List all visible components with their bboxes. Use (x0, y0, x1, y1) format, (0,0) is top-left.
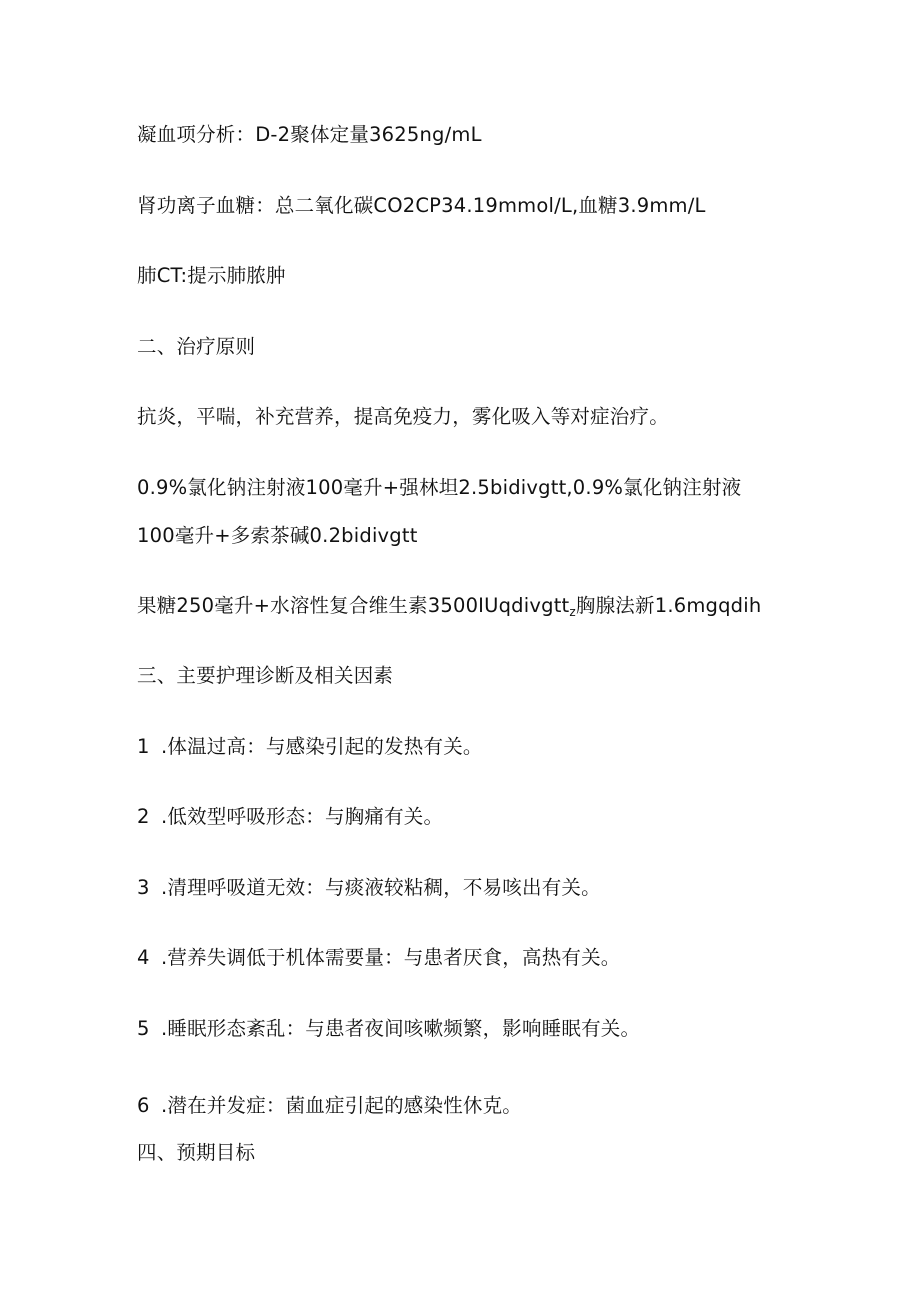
treatment-principle: 抗炎，平喘，补充营养，提高免疫力，雾化吸入等对症治疗。 (137, 405, 669, 428)
section-heading-expected-goals: 四、预期目标 (137, 1141, 256, 1164)
diagnosis-item-number: 6 (137, 1094, 150, 1117)
diagnosis-item-number: 4 (137, 946, 150, 969)
prescription-line-3 (137, 592, 761, 626)
prescription-line-3-subscript: z (569, 605, 576, 619)
lab-coagulation: 凝血项分析：D-2聚体定量3625ng∕mL (137, 123, 482, 146)
lab-renal-electrolytes: 肾功离子血糖：总二氧化碳CO2CP34.19mmol∕L,血糖3.9mm∕L (137, 194, 706, 217)
diagnosis-item-number: 5 (137, 1017, 150, 1040)
diagnosis-item (137, 1092, 522, 1120)
prescription-line-3-main: 果糖250毫升+水溶性复合维生素3500IUqdivgtt (137, 594, 570, 617)
prescription-line-2: 100毫升+多索茶碱0.2bidivgtt (137, 524, 418, 547)
diagnosis-item-text: .潜在并发症：菌血症引起的感染性休克。 (161, 1094, 522, 1117)
section-heading-nursing-diagnosis: 三、主要护理诊断及相关因素 (137, 664, 394, 687)
diagnosis-item-number: 2 (137, 805, 150, 828)
diagnosis-item-text: .营养失调低于机体需要量：与患者厌食，高热有关。 (161, 946, 621, 969)
section-heading-treatment: 二、治疗原则 (137, 335, 256, 358)
diagnosis-item-number: 1 (137, 735, 150, 758)
diagnosis-item-text: .睡眠形态紊乱：与患者夜间咳嗽频繁，影响睡眠有关。 (161, 1017, 641, 1040)
diagnosis-item (137, 944, 621, 972)
prescription-line-3-tail: 胸腺法新1.6mgqdih (575, 594, 762, 617)
diagnosis-item-text: .清理呼吸道无效：与痰液较粘稠，不易咳出有关。 (161, 876, 601, 899)
diagnosis-item-number: 3 (137, 876, 150, 899)
diagnosis-item (137, 733, 483, 761)
diagnosis-item (137, 874, 601, 902)
diagnosis-item-text: .体温过高：与感染引起的发热有关。 (161, 735, 483, 758)
lab-lung-ct: 肺CT:提示肺脓肿 (137, 264, 286, 287)
diagnosis-item-text: .低效型呼吸形态：与胸痛有关。 (161, 805, 444, 828)
prescription-line-1: 0.9%氯化钠注射液100毫升+强林坦2.5bidivgtt,0.9%氯化钠注射液 (137, 476, 742, 499)
diagnosis-item (137, 803, 443, 831)
diagnosis-item (137, 1015, 640, 1043)
